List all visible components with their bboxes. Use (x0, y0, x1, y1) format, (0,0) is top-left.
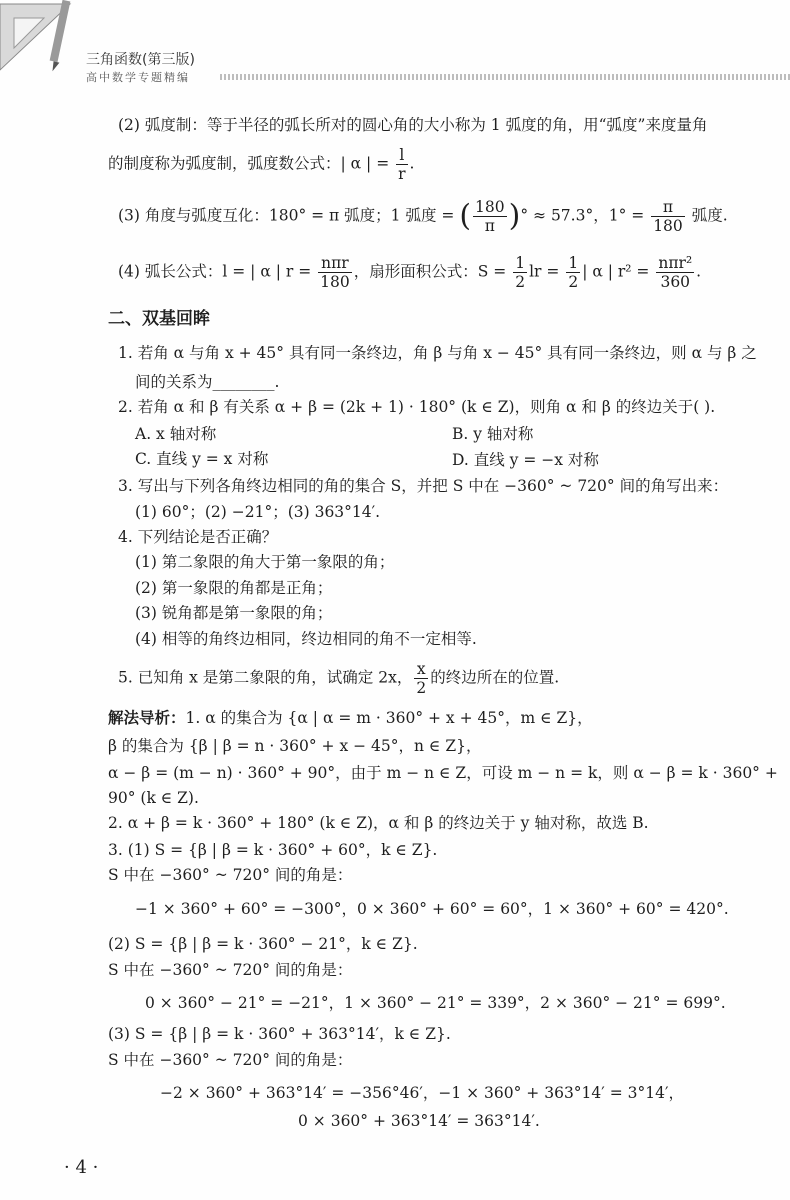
section-heading: 二、双基回眸 (108, 309, 210, 329)
solution-text-1: 1. α 的集合为 {α | α = m · 360° + x + 45°，m ∈ Z}， (185, 709, 593, 727)
solution-line-14: −2 × 360° + 363°14′ = −356°46′，−1 × 360° + 363°14′ = 3°14′， (160, 1084, 684, 1102)
question-4: 4. 下列结论是否正确？ (118, 528, 278, 546)
solution-line-12: (3) S = {β | β = k · 360° + 363°14′，k ∈ Z}. (108, 1025, 451, 1043)
question-2-option-a: A. x 轴对称 (135, 425, 217, 443)
fraction-numerator: π (651, 198, 685, 217)
intro-p4-text-e: . (696, 262, 702, 281)
question-3-line1: 3. 写出与下列各角终边相同的角的集合 S，并把 S 中在 −360° ~ 720° 间的角写出来： (118, 477, 729, 495)
fraction-numerator: nπr² (658, 254, 693, 272)
intro-p4-text-c: lr = (529, 262, 560, 281)
solution-line-4: 90° (k ∈ Z). (108, 789, 199, 807)
question-4-item-1: (1) 第二象限的角大于第一象限的角； (135, 553, 395, 571)
intro-p3-text-c: 弧度. (691, 206, 728, 225)
half-fraction-2 (566, 254, 580, 291)
solution-line-3: α − β = (m − n) · 360° + 90°，由于 m − n ∈ Z，可设 m − n = k，则 α − β = k · 360° + (108, 764, 778, 782)
question-5-text-a: 5. 已知角 x 是第二象限的角，试确定 2x， (118, 668, 413, 687)
fraction-denominator: 180 (653, 217, 683, 235)
header-rule (220, 74, 790, 80)
solution-line-7: S 中在 −360° ~ 720° 间的角是： (108, 866, 353, 884)
book-title: 三角函数(第三版) (86, 52, 195, 68)
intro-p3-text-a: (3) 角度与弧度互化：180° = π 弧度；1 弧度 = (118, 206, 455, 225)
intro-p2-line1: (2) 弧度制：等于半径的弧长所对的圆心角的大小称为 1 弧度的角，用“弧度”来度量角 (118, 116, 708, 134)
question-3-line2: (1) 60°；(2) −21°；(3) 363°14′. (135, 503, 381, 521)
fraction-numerator: 180 (475, 198, 505, 216)
intro-p4-text-d: | α | r² = (582, 262, 650, 281)
intro-p2-line2: 的制度称为弧度制，弧度数公式：| α | = $\frac{l}{r}$ . (108, 146, 415, 183)
fraction-denominator: 2 (568, 273, 579, 291)
question-5 (118, 660, 559, 697)
solution-line-15: 0 × 360° + 363°14′ = 363°14′. (298, 1112, 540, 1130)
pi-fraction (651, 198, 685, 235)
question-5-text-b: 的终边所在的位置. (430, 668, 560, 687)
fraction-numerator: l (396, 146, 407, 165)
intro-p3-text-b: ° ≈ 57.3°，1° = (520, 206, 645, 225)
question-2: 2. 若角 α 和 β 有关系 α + β = (2k + 1) · 180° (k ∈ Z)，则角 α 和 β 的终边关于( ). (118, 398, 716, 416)
solution-label: 解法导析： (108, 709, 186, 727)
arc-length-fraction (318, 254, 352, 291)
solution-line-10: S 中在 −360° ~ 720° 间的角是： (108, 961, 353, 979)
solution-line-6: 3. (1) S = {β | β = k · 360° + 60°，k ∈ Z}. (108, 841, 438, 859)
fraction-denominator: 360 (660, 273, 691, 291)
intro-p3: (3) 角度与弧度互化：180° = π 弧度；1 弧度 = ( $\frac{180}{\pi}$ )° ≈ 57.3°，1° = $\frac{\pi}{180}$ 弧度. (118, 198, 728, 235)
solution-line-2: β 的集合为 {β | β = n · 360° + x − 45°，n ∈ Z}， (108, 737, 482, 755)
question-4-item-2: (2) 第一象限的角都是正角； (135, 579, 333, 597)
question-5-fraction (414, 660, 428, 697)
intro-p4-text-b: ，扇形面积公式：S = (353, 262, 507, 281)
page-header (0, 0, 790, 90)
fraction-denominator: 180 (320, 273, 350, 291)
page-number: · 4 · (64, 1157, 99, 1178)
fraction-numerator: 1 (568, 254, 579, 272)
fraction-numerator: nπr (318, 254, 352, 273)
question-2-option-d: D. 直线 y = −x 对称 (452, 451, 599, 469)
intro-p4 (118, 254, 701, 291)
solution-line-5: 2. α + β = k · 360° + 180° (k ∈ Z)，α 和 β 的终边关于 y 轴对称，故选 B. (108, 814, 649, 832)
question-1-line1: 1. 若角 α 与角 x + 45° 具有同一条终边，角 β 与角 x − 45° 具有同一条终边，则 α 与 β 之 (118, 344, 757, 362)
triangle-ruler-logo-icon (0, 0, 80, 80)
fraction-denominator: π (484, 217, 495, 235)
solution-line-13: S 中在 −360° ~ 720° 间的角是： (108, 1051, 353, 1069)
half-fraction (513, 254, 527, 291)
fraction-numerator: 1 (515, 254, 526, 272)
fraction-denominator: 2 (416, 679, 427, 697)
solution-line-9: (2) S = {β | β = k · 360° − 21°，k ∈ Z}. (108, 935, 418, 953)
book-subtitle: 高中数学专题精编 (86, 71, 190, 84)
degree-fraction (473, 198, 507, 235)
question-4-item-4: (4) 相等的角终边相同，终边相同的角不一定相等. (135, 630, 477, 648)
solution-line-1 (108, 708, 593, 728)
question-4-item-3: (3) 锐角都是第一象限的角； (135, 604, 333, 622)
fraction-numerator: x (414, 660, 428, 679)
fraction-denominator: 2 (515, 273, 526, 291)
sector-area-fraction (656, 254, 694, 291)
fraction-denominator: r (398, 165, 406, 183)
solution-line-11: 0 × 360° − 21° = −21°，1 × 360° − 21° = 339°，2 × 360° − 21° = 699°. (145, 994, 726, 1012)
intro-p4-text-a: (4) 弧长公式：l = | α | r = (118, 262, 312, 281)
question-1-line2: 间的关系为________. (135, 373, 280, 391)
question-2-option-c: C. 直线 y = x 对称 (135, 450, 269, 468)
question-2-option-b: B. y 轴对称 (452, 425, 534, 443)
radian-fraction (396, 146, 407, 183)
intro-p2-text: 的制度称为弧度制，弧度数公式：| α | = (108, 154, 390, 173)
solution-line-8: −1 × 360° + 60° = −300°，0 × 360° + 60° = 60°，1 × 360° + 60° = 420°. (135, 900, 729, 918)
